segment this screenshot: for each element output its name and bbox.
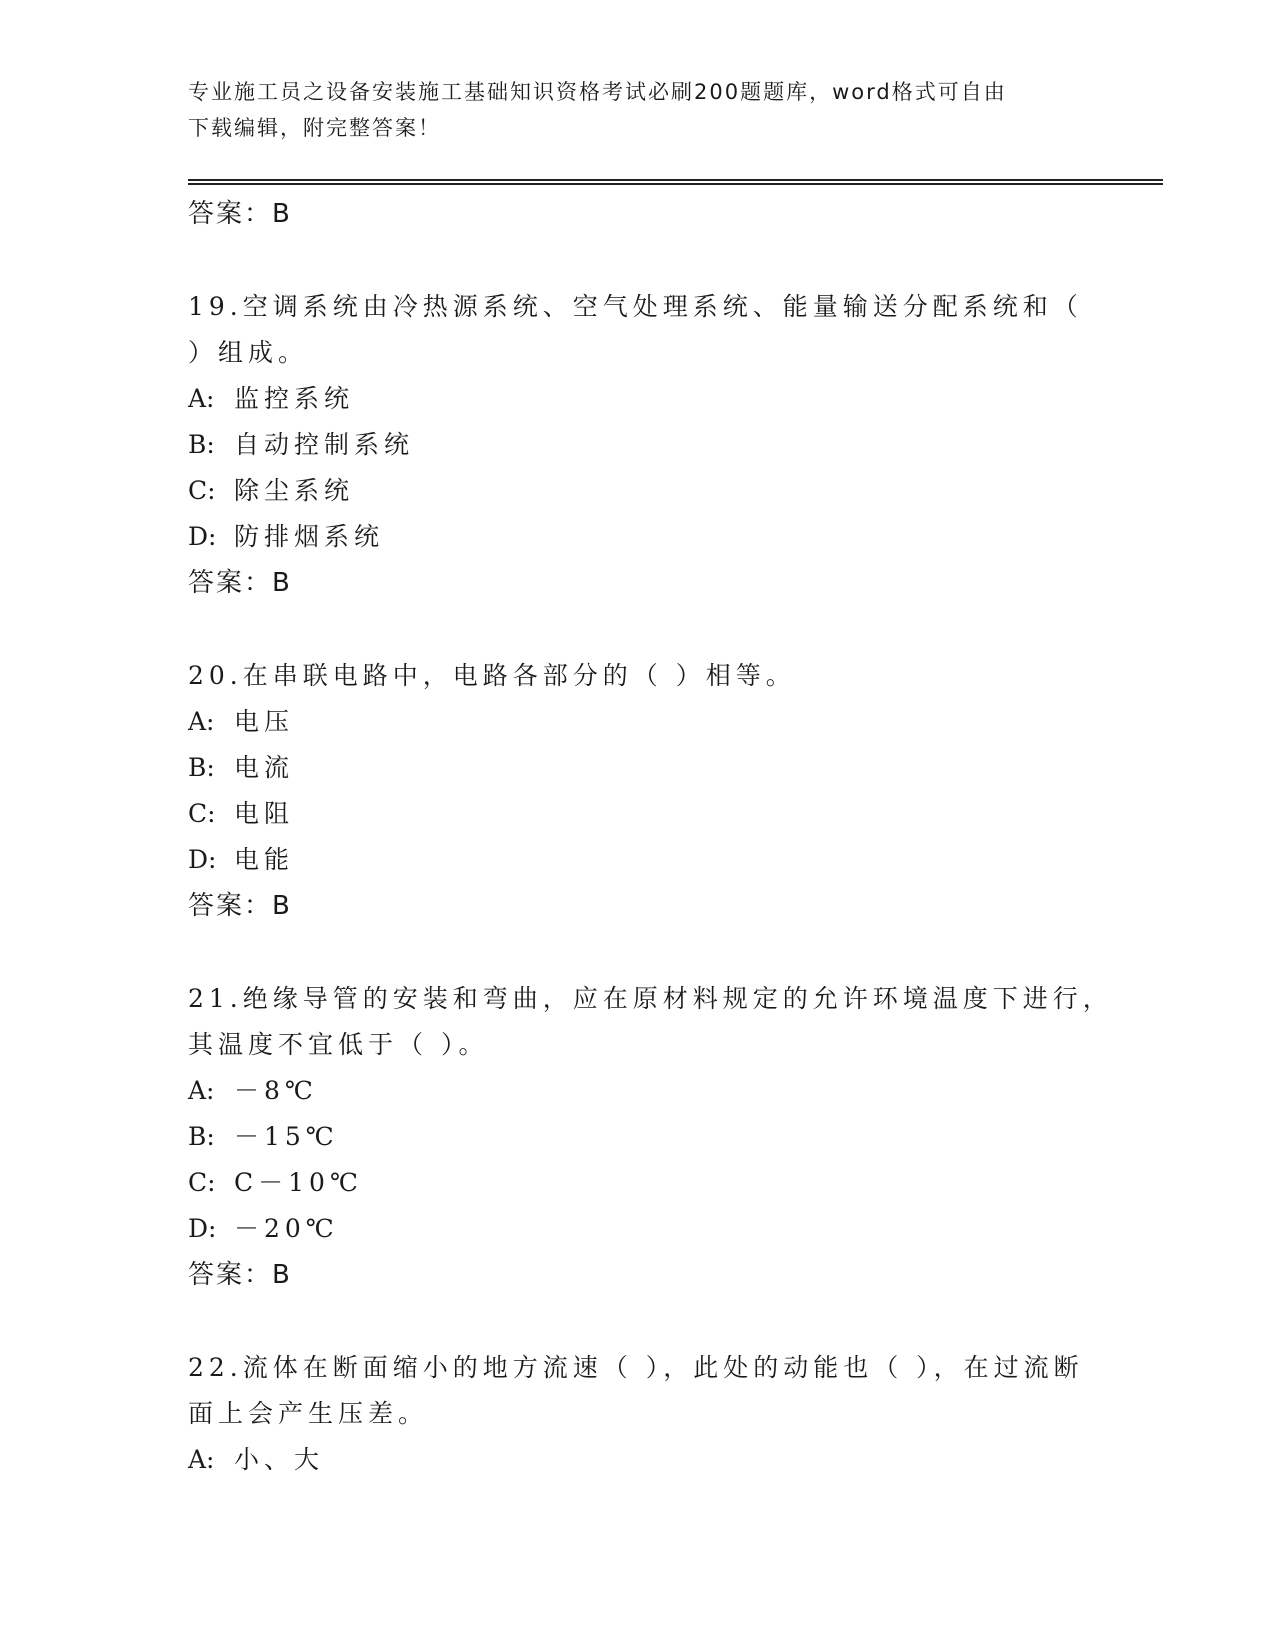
question-block-22 <box>188 1345 1088 1483</box>
question-text: 面上会产生压差。 <box>188 1399 429 1428</box>
option-b <box>188 1114 1088 1160</box>
option-key: B: <box>188 430 215 459</box>
question-text: 21.绝缘导管的安装和弯曲，应在原材料规定的允许环境温度下进行， <box>188 984 1113 1013</box>
question-block-19 <box>188 284 1088 606</box>
answer-line: 答案：B <box>188 1260 292 1290</box>
option-c <box>188 791 1088 837</box>
question-text: 20.在串联电路中，电路各部分的（ ）相等。 <box>188 661 796 690</box>
header-divider-top <box>188 179 1163 181</box>
option-text: 除尘系统 <box>234 476 355 505</box>
option-key: D: <box>188 522 217 551</box>
option-key: C: <box>188 1168 216 1197</box>
header-line-2: 下载编辑，附完整答案！ <box>188 116 441 140</box>
answer-line: 答案：B <box>188 199 292 229</box>
option-text: －8℃ <box>234 1076 318 1105</box>
option-b <box>188 745 1088 791</box>
question-text: 其温度不宜低于（ ）。 <box>188 1030 489 1059</box>
option-d <box>188 1206 1088 1252</box>
option-key: D: <box>188 845 217 874</box>
option-key: C: <box>188 476 216 505</box>
question-block-20 <box>188 653 1088 929</box>
block-spacer <box>188 929 1088 976</box>
option-b <box>188 422 1088 468</box>
answer-line: 答案：B <box>188 891 292 921</box>
question-block-21 <box>188 976 1113 1298</box>
option-c <box>188 1160 1088 1206</box>
option-text: 防排烟系统 <box>234 522 385 551</box>
option-key: D: <box>188 1214 217 1243</box>
option-text: C－10℃ <box>234 1168 363 1197</box>
option-d <box>188 837 1088 883</box>
answer-line: 答案：B <box>188 568 292 598</box>
option-text: 监控系统 <box>234 384 355 413</box>
option-key: A: <box>188 384 215 413</box>
option-text: 电压 <box>234 707 295 736</box>
question-text: 22.流体在断面缩小的地方流速（ ），此处的动能也（ ），在过流断 <box>188 1353 1084 1382</box>
option-key: A: <box>188 1445 215 1474</box>
option-text: 电流 <box>234 753 295 782</box>
option-key: A: <box>188 1076 215 1105</box>
document-header <box>188 74 1088 146</box>
option-a <box>188 376 1088 422</box>
block-spacer <box>188 237 1088 284</box>
option-a <box>188 1068 1088 1114</box>
option-key: C: <box>188 799 216 828</box>
option-key: B: <box>188 1122 215 1151</box>
block-spacer <box>188 606 1088 653</box>
option-a <box>188 699 1088 745</box>
header-line-1: 专业施工员之设备安装施工基础知识资格考试必刷200题题库，word格式可自由 <box>188 80 1007 104</box>
question-text: ）组成。 <box>188 338 309 367</box>
option-text: －15℃ <box>234 1122 339 1151</box>
option-text: 自动控制系统 <box>234 430 415 459</box>
option-text: 电阻 <box>234 799 295 828</box>
option-d <box>188 514 1088 560</box>
block-spacer <box>188 1298 1088 1345</box>
option-a <box>188 1437 1088 1483</box>
header-divider-bottom <box>188 183 1163 185</box>
option-key: B: <box>188 753 215 782</box>
option-text: 电能 <box>234 845 295 874</box>
option-text: －20℃ <box>234 1214 339 1243</box>
option-c <box>188 468 1088 514</box>
option-text: 小、大 <box>234 1445 325 1474</box>
option-key: A: <box>188 707 215 736</box>
question-text: 19.空调系统由冷热源系统、空气处理系统、能量输送分配系统和（ <box>188 292 1083 321</box>
question-content <box>188 191 1113 1483</box>
